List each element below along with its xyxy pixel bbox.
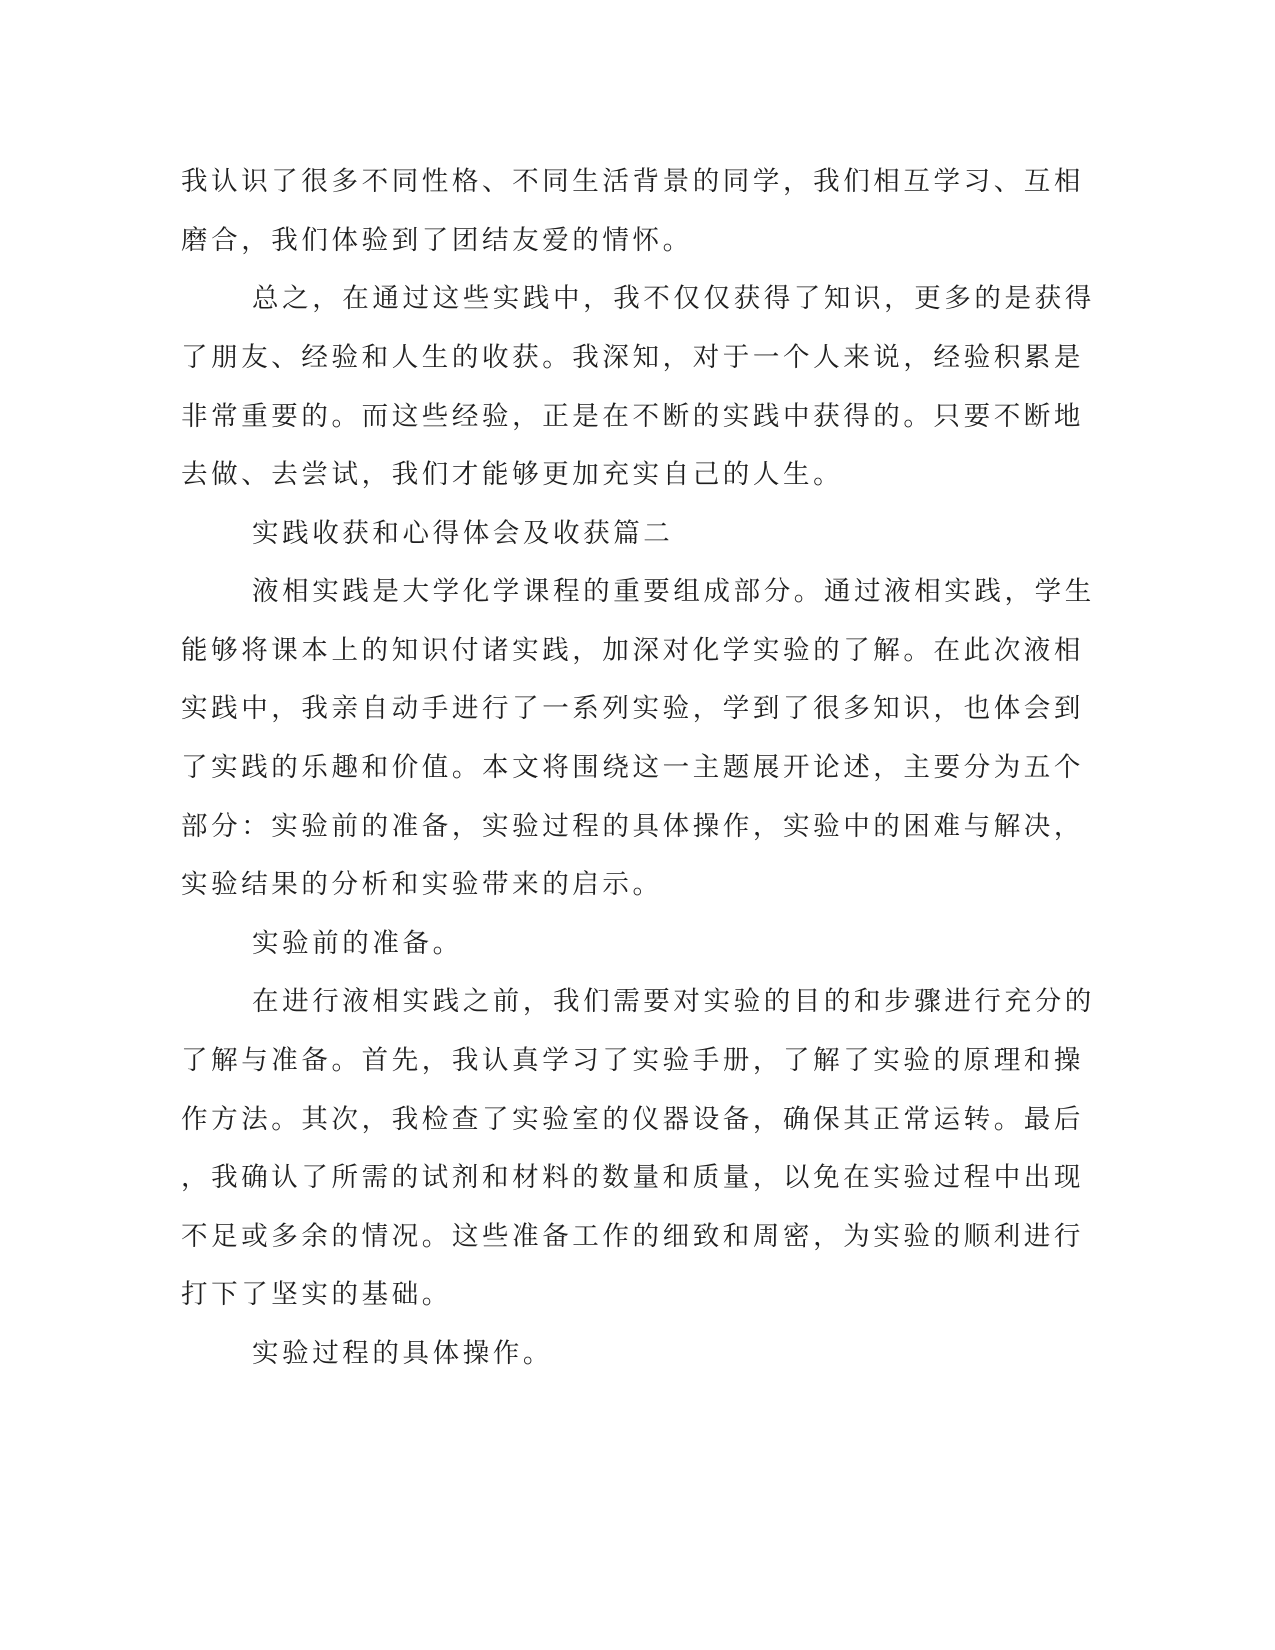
text-line: 非常重要的。而这些经验，正是在不断的实践中获得的。只要不断地 xyxy=(181,401,1084,432)
section-heading: 实验前的准备。 xyxy=(252,928,463,959)
text-line: 我认识了很多不同性格、不同生活背景的同学，我们相互学习、互相 xyxy=(181,166,1084,197)
section-heading: 实验过程的具体操作。 xyxy=(252,1338,553,1369)
text-line: 了解与准备。首先，我认真学习了实验手册，了解了实验的原理和操 xyxy=(181,1045,1084,1076)
text-line: 部分：实验前的准备，实验过程的具体操作，实验中的困难与解决， xyxy=(181,811,1084,842)
text-line: 液相实践是大学化学课程的重要组成部分。通过液相实践，学生 xyxy=(252,576,1095,607)
text-line: 不足或多余的情况。这些准备工作的细致和周密，为实验的顺利进行 xyxy=(181,1221,1084,1252)
text-line: 实验结果的分析和实验带来的启示。 xyxy=(181,869,663,900)
text-line: 去做、去尝试，我们才能够更加充实自己的人生。 xyxy=(181,459,844,490)
text-line: 能够将课本上的知识付诸实践，加深对化学实验的了解。在此次液相 xyxy=(181,635,1084,666)
text-line: 打下了坚实的基础。 xyxy=(181,1279,452,1310)
text-line: 总之，在通过这些实践中，我不仅仅获得了知识，更多的是获得 xyxy=(252,283,1095,314)
text-line: 作方法。其次，我检查了实验室的仪器设备，确保其正常运转。最后 xyxy=(181,1104,1084,1135)
text-line: ，我确认了所需的试剂和材料的数量和质量，以免在实验过程中出现 xyxy=(181,1162,1084,1193)
text-line: 了实践的乐趣和价值。本文将围绕这一主题展开论述，主要分为五个 xyxy=(181,752,1084,783)
text-line: 在进行液相实践之前，我们需要对实验的目的和步骤进行充分的 xyxy=(252,986,1095,1017)
text-line: 磨合，我们体验到了团结友爱的情怀。 xyxy=(181,225,693,256)
text-line: 实践中，我亲自动手进行了一系列实验，学到了很多知识，也体会到 xyxy=(181,693,1084,724)
text-line: 了朋友、经验和人生的收获。我深知，对于一个人来说，经验积累是 xyxy=(181,342,1084,373)
section-heading: 实践收获和心得体会及收获篇二 xyxy=(252,518,674,549)
